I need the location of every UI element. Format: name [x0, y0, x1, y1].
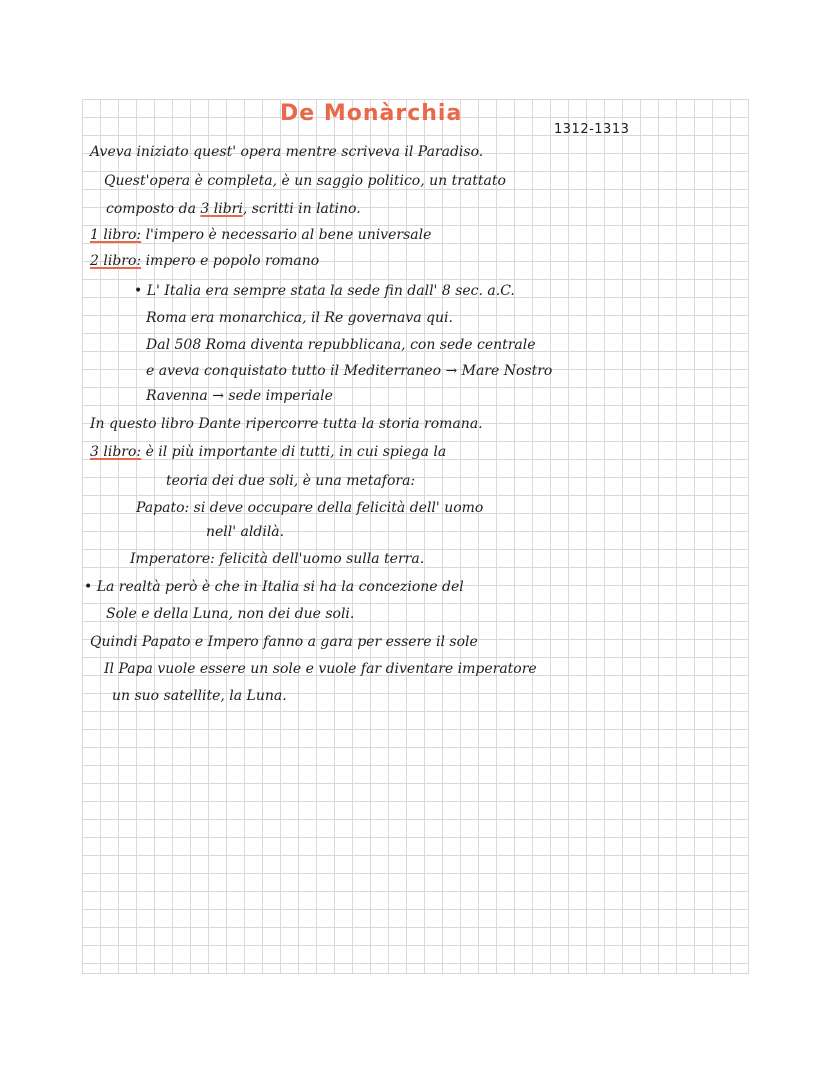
- text-line: Quindi Papato e Impero fanno a gara per essere il sole: [90, 634, 478, 650]
- page-title: De Monàrchia: [280, 101, 463, 126]
- text-fragment: l'impero è necessario al bene universale: [141, 227, 432, 243]
- text-line: [90, 252, 319, 270]
- text-line: Papato: si deve occupare della felicità dell' uomo: [136, 500, 484, 516]
- text-fragment: impero e popolo romano: [141, 253, 320, 269]
- text-line: • La realtà però è che in Italia si ha la concezione del: [84, 579, 464, 595]
- book-three-label: 3 libro:: [90, 444, 142, 460]
- book-two-label: 2 libro:: [90, 253, 142, 269]
- text-line: nell' aldilà.: [206, 524, 285, 540]
- text-line: In questo libro Dante ripercorre tutta la storia romana.: [90, 416, 483, 432]
- text-line: Dal 508 Roma diventa repubblicana, con sede centrale: [146, 337, 536, 353]
- text-fragment: è il più importante di tutti, in cui spiega la: [141, 444, 447, 460]
- text-line: un suo satellite, la Luna.: [112, 688, 287, 704]
- text-line: Quest'opera è completa, è un saggio politico, un trattato: [104, 173, 506, 189]
- date-range: 1312-1313: [554, 122, 630, 137]
- text-line: Imperatore: felicità dell'uomo sulla terra.: [130, 551, 425, 567]
- text-line: e aveva conquistato tutto il Mediterraneo → Mare Nostro: [146, 363, 553, 379]
- text-line: Il Papa vuole essere un sole e vuole far diventare imperatore: [104, 661, 537, 677]
- text-line: [90, 443, 446, 461]
- text-line: Aveva iniziato quest' opera mentre scriveva il Paradiso.: [90, 144, 484, 160]
- text-line: Ravenna → sede imperiale: [146, 388, 333, 404]
- text-line: [106, 200, 361, 218]
- highlight-three-books: 3 libri: [200, 201, 243, 217]
- text-line: Roma era monarchica, il Re governava qui.: [146, 310, 453, 326]
- text-fragment: composto da: [106, 201, 201, 217]
- text-line: • L' Italia era sempre stata la sede fin dall' 8 sec. a.C.: [134, 283, 515, 299]
- text-line: [90, 226, 431, 244]
- text-line: teoria dei due soli, è una metafora:: [166, 473, 416, 489]
- text-fragment: , scritti in latino.: [242, 201, 361, 217]
- text-line: Sole e della Luna, non dei due soli.: [106, 606, 355, 622]
- book-one-label: 1 libro:: [90, 227, 142, 243]
